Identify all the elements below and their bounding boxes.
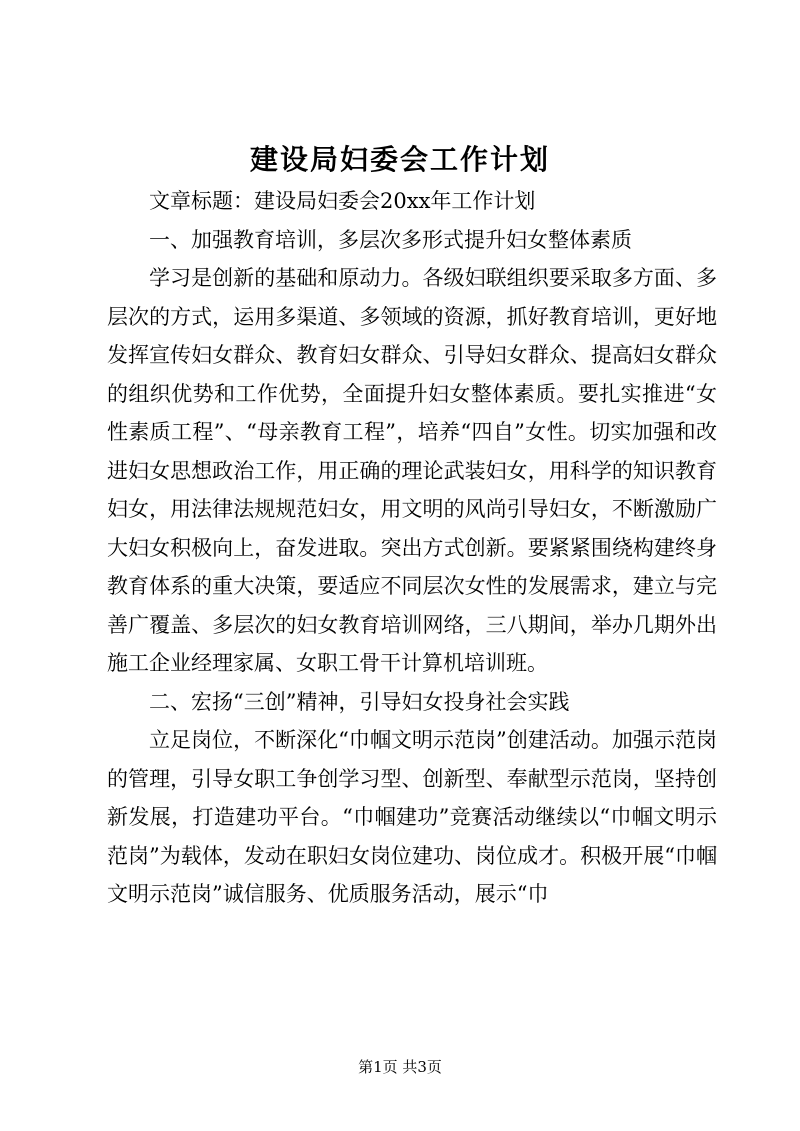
article-title-line: 文章标题：建设局妇委会20xx年工作计划	[149, 189, 536, 213]
document-body	[107, 182, 717, 914]
paragraph-1: 学习是创新的基础和原动力。各级妇联组织要采取多方面、多层次的方式，运用多渠道、多领域的资源，抓好教育培训，更好地发挥宣传妇女群众、教育妇女群众、引导妇女群众、提高妇女群众的组织优势和工作优势，全面提升妇女整体素质。要扎实推进“女性素质工程”、“母亲教育工程”，培养“四自”女性。切实加强和改进妇女思想政治工作，用正确的理论武装妇女，用科学的知识教育妇女，用法律法规规范妇女，用文明的风尚引导妇女，不断激励广大妇女积极向上，奋发进取。突出方式创新。要紧紧围绕构建终身教育体系的重大决策，要适应不同层次女性的发展需求，建立与完善广覆盖、多层次的妇女教育培训网络，三八期间，举办几期外出施工企业经理家属、女职工骨干计算机培训班。	[107, 266, 717, 675]
paragraph-2: 立足岗位，不断深化“巾帼文明示范岗”创建活动。加强示范岗的管理，引导女职工争创学习型、创新型、奉献型示范岗，坚持创新发展，打造建功平台。“巾帼建功”竞赛活动继续以“巾帼文明示范岗”为载体，发动在职妇女岗位建功、岗位成才。积极开展“巾帼文明示范岗”诚信服务、优质服务活动，展示“巾	[107, 728, 717, 906]
page-footer: 第1页 共3页	[358, 1058, 442, 1076]
section-heading-2: 二、宏扬“三创”精神，引导妇女投身社会实践	[149, 689, 570, 714]
page-title: 建设局妇委会工作计划	[249, 143, 550, 176]
section-heading-1: 一、加强教育培训，多层次多形式提升妇女整体素质	[149, 227, 632, 252]
